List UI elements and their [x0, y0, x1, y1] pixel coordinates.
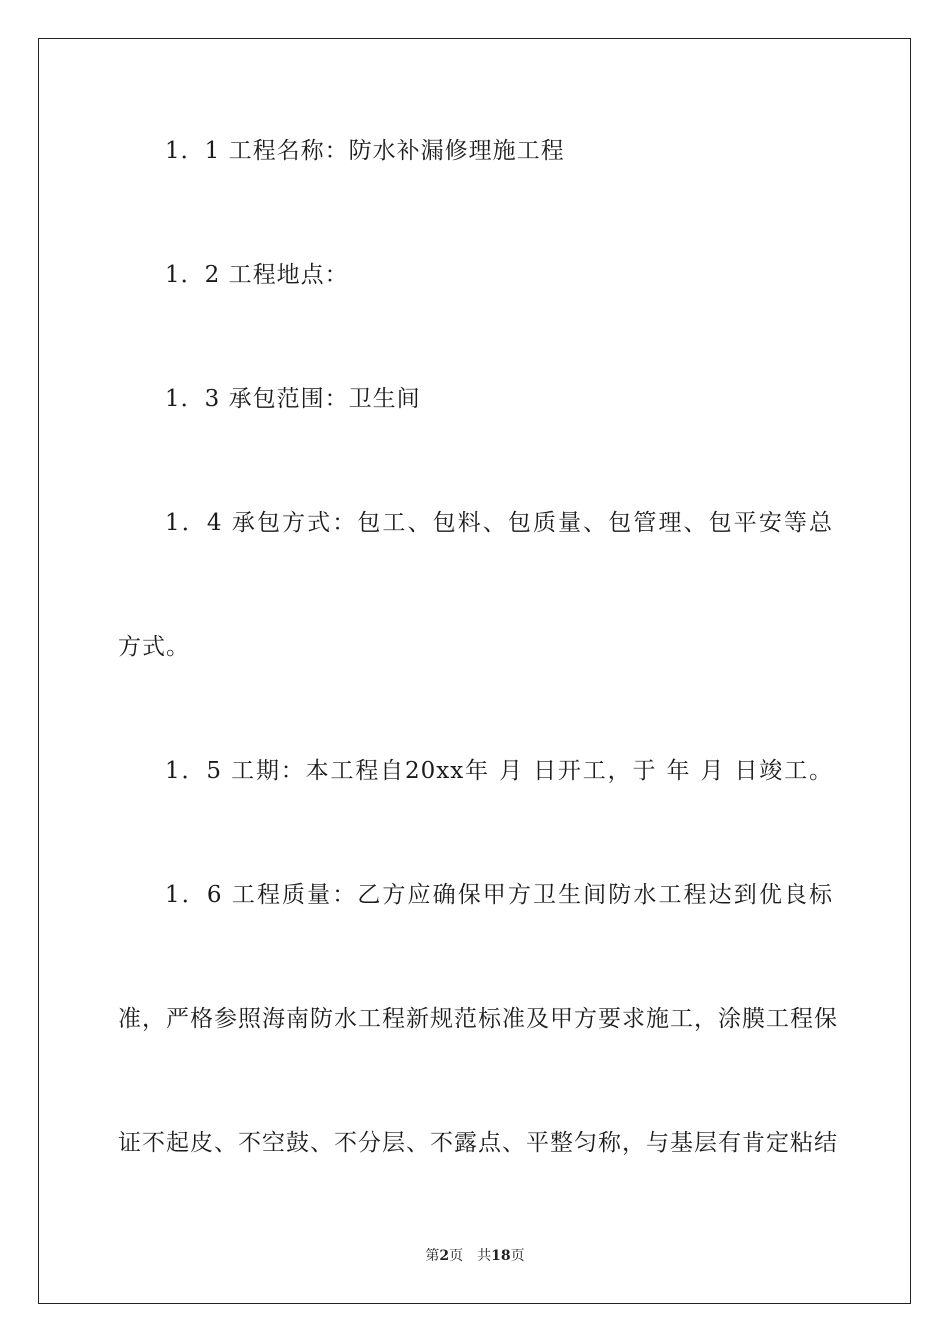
clause-1-2: 1．2 工程地点：	[165, 262, 349, 288]
total-pages: 18	[491, 1248, 511, 1264]
page-border	[38, 38, 911, 1304]
clause-1-6: 1．6 工程质量：乙方应确保甲方卫生间防水工程达到优良标	[165, 882, 833, 908]
page-number: 2	[439, 1248, 450, 1264]
clause-1-4: 1．4 承包方式：包工、包料、包质量、包管理、包平安等总	[165, 510, 833, 536]
clause-1-6-continued-b: 证不起皮、不空鼓、不分层、不露点、平整匀称，与基层有肯定粘结	[118, 1130, 838, 1156]
page-prefix: 第	[425, 1248, 440, 1264]
page-footer	[0, 1247, 950, 1265]
clause-1-6-continued-a: 准，严格参照海南防水工程新规范标准及甲方要求施工，涂膜工程保	[118, 1006, 838, 1032]
clause-1-5: 1．5 工期：本工程自20xx年 月 日开工，于 年 月 日竣工。	[165, 758, 833, 784]
clause-1-1: 1．1 工程名称：防水补漏修理施工程	[165, 138, 565, 164]
clause-1-4-continued: 方式。	[118, 634, 190, 660]
clause-1-3: 1．3 承包范围：卫生间	[165, 386, 421, 412]
total-suffix: 页	[510, 1248, 525, 1264]
page-suffix: 页	[449, 1248, 464, 1264]
total-prefix: 共	[477, 1248, 492, 1264]
